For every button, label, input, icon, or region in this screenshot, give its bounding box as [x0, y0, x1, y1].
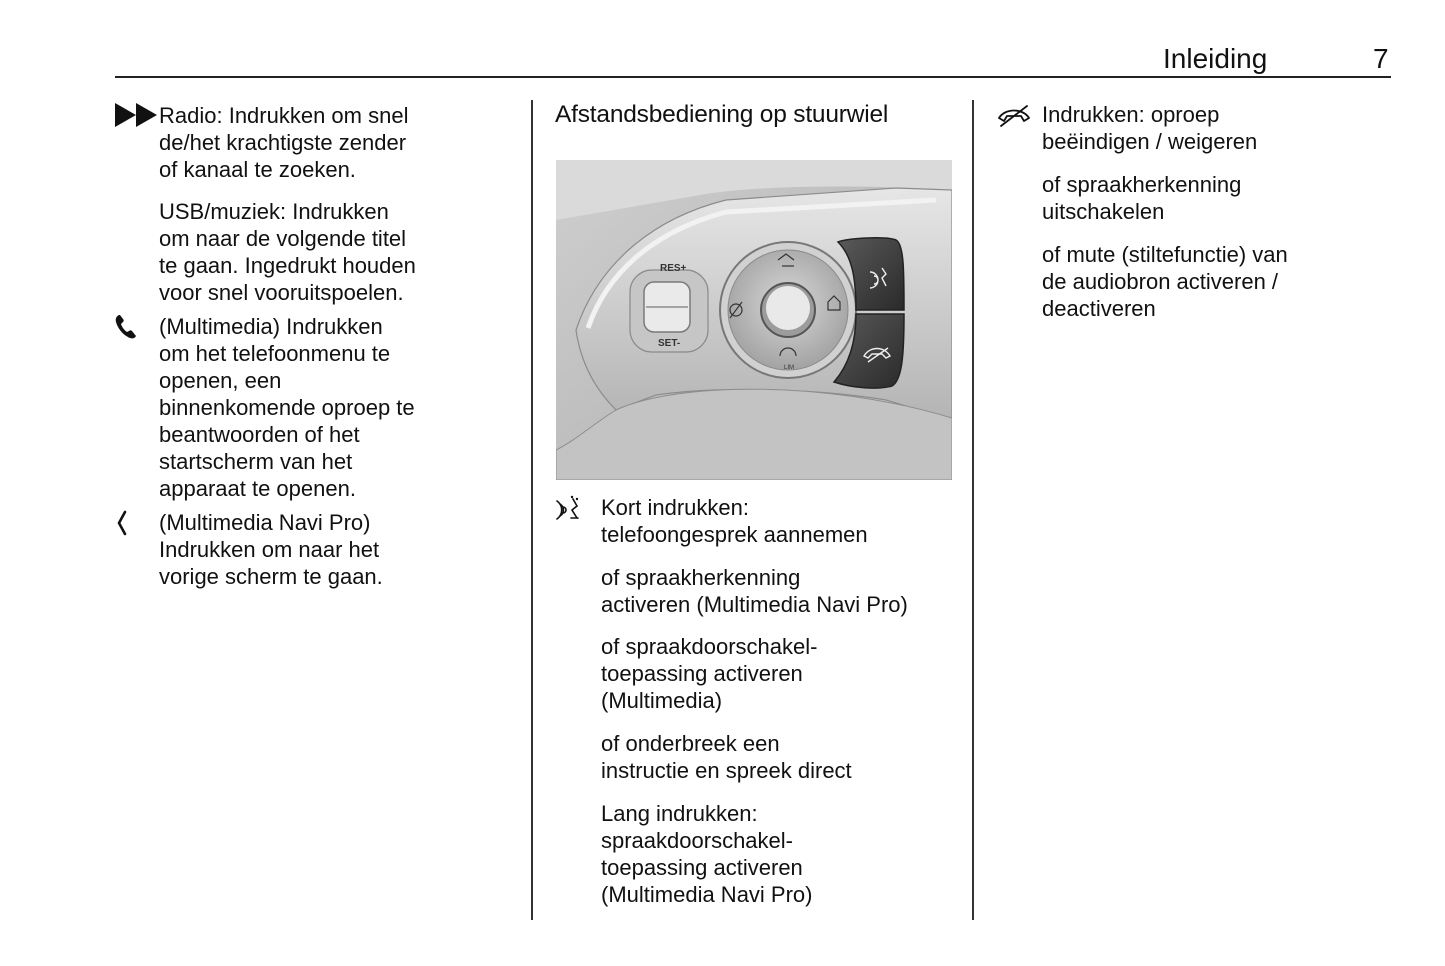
voice-text-interrupt: of onderbreek een instructie en spreek direct: [601, 731, 852, 783]
back-text: (Multimedia Navi Pro) Indrukken om naar het vorige scherm te gaan.: [159, 510, 383, 589]
phone-icon: [115, 314, 137, 345]
column-divider-right: [972, 100, 974, 920]
voice-text-long-press: Lang indrukken: spraakdoorschakel- toepassing activeren (Multimedia Navi Pro): [601, 801, 813, 907]
page-number: 7: [1373, 43, 1389, 74]
lim-label: LIM: [784, 365, 795, 371]
end-call-mute-text: of mute (stiltefunctie) van de audiobron activeren / deactiveren: [1042, 242, 1288, 321]
voice-text-recognition: of spraakherkenning activeren (Multimedia Navi Pro): [601, 565, 908, 617]
page-header-title: Inleiding: [1163, 43, 1268, 74]
section-title: Afstandsbediening op stuurwiel: [555, 101, 889, 128]
voice-text-passthrough: of spraakdoorschakel- toepassing activeren (Multimedia): [601, 634, 818, 713]
fast-forward-usb-text: USB/muziek: Indrukken om naar de volgende titel te gaan. Ingedrukt houden voor snel vooruitspoelen.: [159, 199, 416, 305]
column-divider-left: [531, 100, 533, 920]
header-divider: [115, 76, 1391, 78]
fast-forward-radio-text: Radio: Indrukken om snel de/het krachtigste zender of kanaal te zoeken.: [159, 103, 409, 182]
set-label: SET-: [658, 338, 681, 349]
end-call-text: Indrukken: oproep beëindigen / weigeren: [1042, 102, 1258, 154]
res-label: RES+: [660, 263, 687, 274]
back-icon: [115, 510, 131, 541]
steering-wheel-controls-illustration: [556, 160, 952, 480]
voice-recognition-icon: [556, 494, 582, 529]
voice-text-short-press: Kort indrukken: telefoongesprek aannemen: [601, 495, 868, 547]
end-call-voice-off-text: of spraakherkenning uitschakelen: [1042, 172, 1242, 224]
end-call-icon: [997, 104, 1033, 133]
phone-text: (Multimedia) Indrukken om het telefoonmenu te openen, een binnenkomende oproep te beantwoorden of het startscherm van het apparaat te openen.: [159, 314, 415, 501]
fast-forward-icon: [115, 102, 159, 133]
